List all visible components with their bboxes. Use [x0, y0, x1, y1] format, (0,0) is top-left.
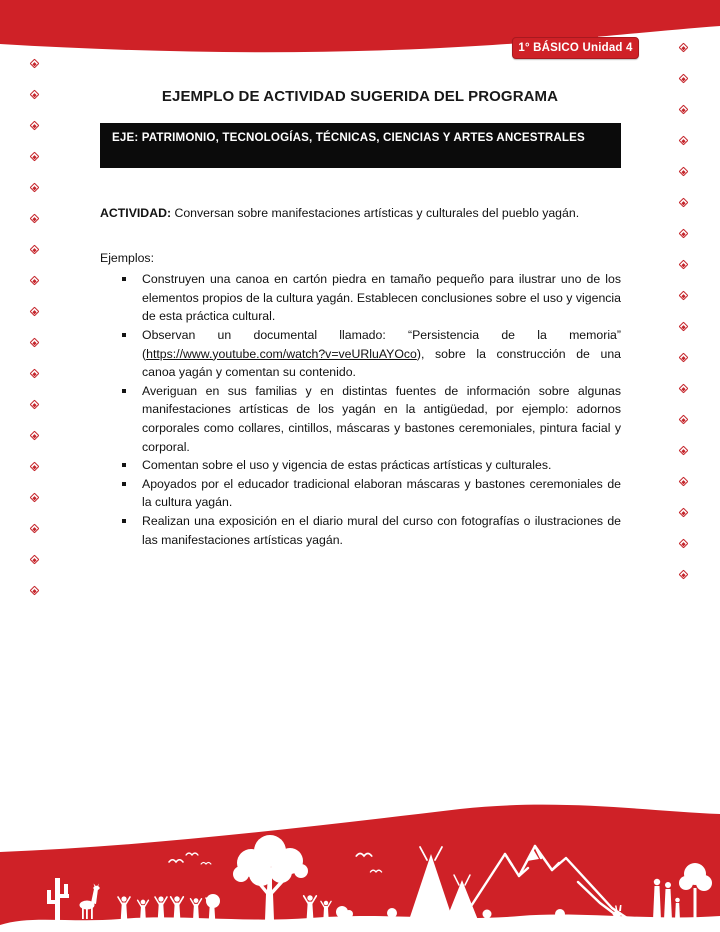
unit-badge: [512, 37, 639, 59]
list-item: [142, 326, 621, 382]
diamond-icon: [679, 136, 689, 146]
activity-text: Conversan sobre manifestaciones artísticas y culturales del pueblo yagán.: [171, 206, 580, 220]
diamond-icon: [679, 353, 689, 363]
activity-label: ACTIVIDAD:: [100, 206, 172, 220]
diamond-icon: [30, 586, 40, 596]
list-item-text: Observan un documental llamado: “Persistencia de la memoria” (: [142, 327, 621, 361]
diamond-icon: [30, 369, 40, 379]
diamond-icon: [679, 74, 689, 84]
diamond-icon: [679, 43, 689, 53]
list-item: [142, 270, 621, 326]
youtube-link[interactable]: https://www.youtube.com/watch?v=veURluAYOco: [146, 346, 417, 361]
bush-icon: [483, 910, 492, 919]
examples-heading: Ejemplos:: [100, 250, 154, 265]
bush-icon: [555, 909, 565, 919]
diamond-icon: [30, 307, 40, 317]
list-item: [142, 512, 621, 549]
diamond-icon: [679, 384, 689, 394]
diamond-icon: [679, 322, 689, 332]
diamond-icon: [30, 214, 40, 224]
list-item-text: ), sobre la construcción de una canoa yagán y comentan su contenido.: [142, 346, 621, 380]
diamond-icon: [679, 539, 689, 549]
content-area: [100, 204, 621, 549]
diamond-icon: [679, 229, 689, 239]
diamond-icon: [30, 462, 40, 472]
diamond-icon: [679, 198, 689, 208]
unit-badge-label: 1° BÁSICO Unidad 4: [518, 42, 633, 54]
list-item-text: Apoyados por el educador tradicional elaboran máscaras y bastones ceremoniales de la cultura yagán.: [142, 476, 621, 510]
diamond-icon: [679, 477, 689, 487]
bush-icon: [387, 908, 397, 918]
diamond-icon: [30, 121, 40, 131]
activity-line: [100, 204, 621, 223]
list-item-text: Construyen una canoa en cartón piedra en tamaño pequeño para ilustrar uno de los elementos propios de la cultura yagán. Establecen conclusiones sobre el uso y vigencia de esta práctica cultural.: [142, 272, 621, 324]
diamond-icon: [30, 59, 40, 69]
diamond-icon: [30, 524, 40, 534]
list-item-text: Realizan una exposición en el diario mural del curso con fotografías o ilustraciones de las manifestaciones artísticas yagán.: [142, 513, 621, 547]
diamond-icon: [30, 276, 40, 286]
diamond-icon: [679, 415, 689, 425]
eje-banner: [100, 123, 621, 168]
left-diamond-column: [31, 60, 38, 618]
list-item: [142, 382, 621, 456]
eje-banner-label: EJE: PATRIMONIO, TECNOLOGÍAS, TÉCNICAS, CIENCIAS Y ARTES ANCESTRALES: [112, 131, 585, 144]
diamond-icon: [30, 338, 40, 348]
diamond-icon: [30, 431, 40, 441]
list-item: [142, 475, 621, 512]
diamond-icon: [30, 183, 40, 193]
list-item-text: Comentan sobre el uso y vigencia de estas prácticas artísticas y culturales.: [142, 458, 552, 473]
diamond-icon: [30, 493, 40, 503]
footer-artwork: [0, 802, 720, 932]
list-item-text: Averiguan en sus familias y en distintas fuentes de información sobre algunas manifestaciones artísticas de los yagán en la antigüedad, por ejemplo: adornos corporales como collares, cintillos, máscaras y bastones ceremoniales, pintura facial y corporal.: [142, 383, 621, 454]
diamond-icon: [679, 291, 689, 301]
diamond-icon: [30, 245, 40, 255]
examples-list: [100, 270, 621, 549]
page-title: EJEMPLO DE ACTIVIDAD SUGERIDA DEL PROGRAMA: [161, 88, 559, 105]
diamond-icon: [679, 105, 689, 115]
diamond-icon: [679, 167, 689, 177]
diamond-icon: [30, 555, 40, 565]
diamond-icon: [30, 152, 40, 162]
diamond-icon: [679, 570, 689, 580]
right-diamond-column: [680, 44, 687, 602]
diamond-icon: [679, 446, 689, 456]
diamond-icon: [679, 508, 689, 518]
list-item: [142, 456, 621, 475]
diamond-icon: [30, 400, 40, 410]
diamond-icon: [679, 260, 689, 270]
